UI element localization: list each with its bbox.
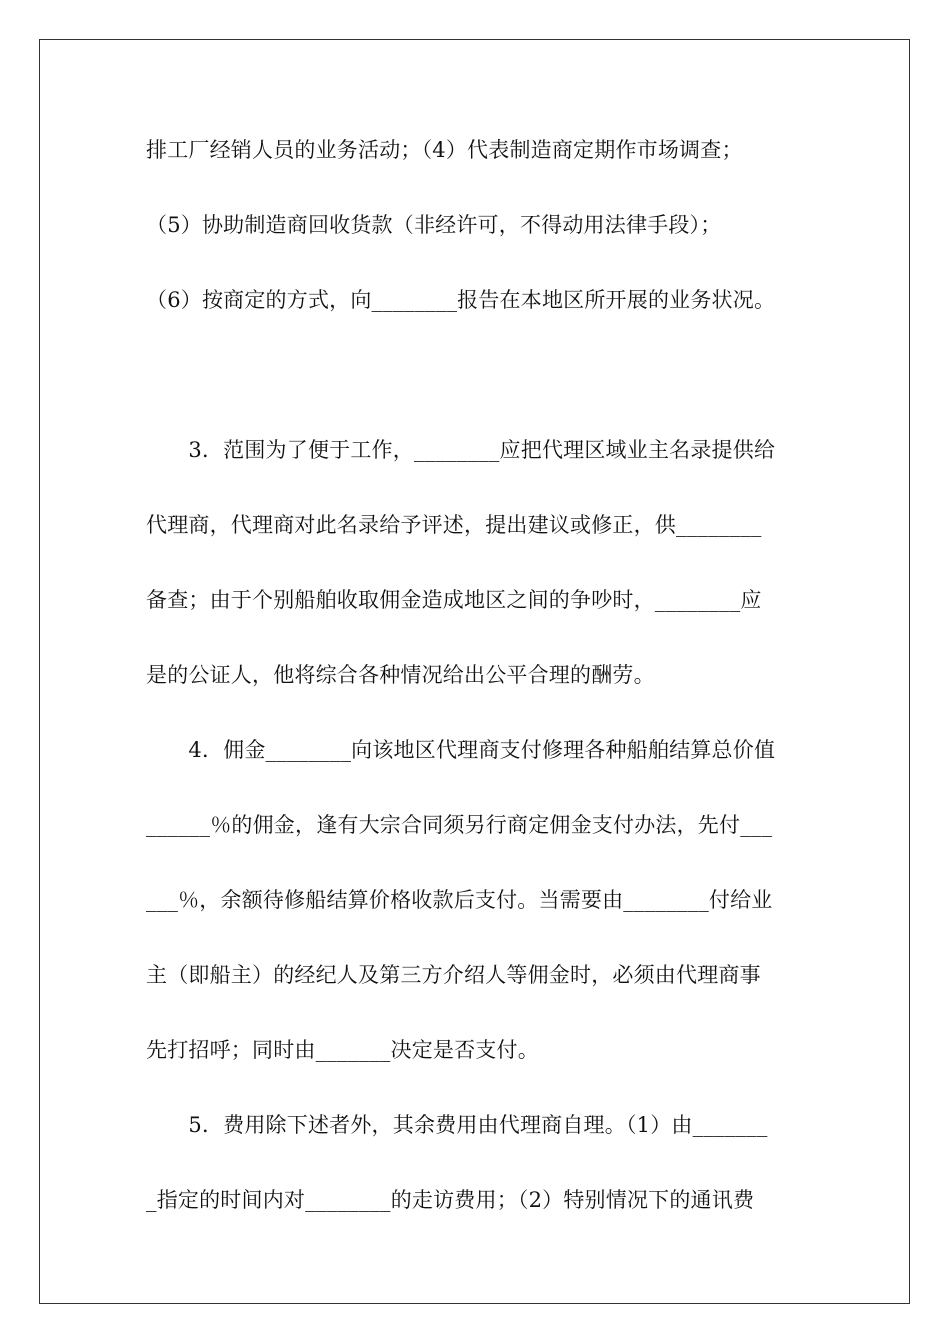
text-line: ___％，余额待修船结算价格收款后支付。当需要由________付给业 bbox=[146, 888, 773, 912]
text-line: 是的公证人，他将综合各种情况给出公平合理的酬劳。 bbox=[146, 663, 655, 687]
text-line: _指定的时间内对________的走访费用；（2）特别情况下的通讯费 bbox=[146, 1188, 755, 1212]
text-line: 主（即船主）的经纪人及第三方介绍人等佣金时，必须由代理商事 bbox=[146, 963, 761, 987]
text-line: （6）按商定的方式，向________报告在本地区所开展的业务状况。 bbox=[146, 288, 776, 312]
text-line: 3．范围为了便于工作，________应把代理区域业主名录提供给 bbox=[146, 438, 776, 462]
text-line: 4．佣金________向该地区代理商支付修理各种船舶结算总价值 bbox=[146, 738, 776, 762]
text-line: 代理商，代理商对此名录给予评述，提出建议或修正，供________ bbox=[146, 513, 762, 537]
text-line: 排工厂经销人员的业务活动；（4）代表制造商定期作市场调查； bbox=[146, 138, 743, 162]
text-line: ______％的佣金，逢有大宗合同须另行商定佣金支付办法，先付___ bbox=[146, 813, 773, 837]
text-line: 备查；由于个别船舶收取佣金造成地区之间的争吵时，________应 bbox=[146, 588, 762, 612]
text-line: （5）协助制造商回收货款（非经许可，不得动用法律手段）； bbox=[146, 213, 722, 237]
text-line: 先打招呼；同时由_______决定是否支付。 bbox=[146, 1038, 539, 1062]
text-line: 5．费用除下述者外，其余费用由代理商自理。（1）由_______ bbox=[146, 1113, 768, 1137]
